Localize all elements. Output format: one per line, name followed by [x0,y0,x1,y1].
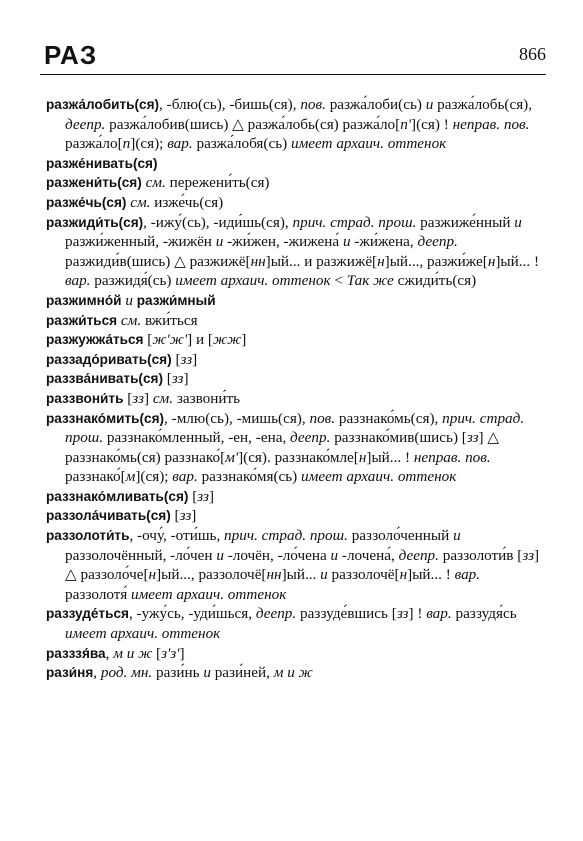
headword: раззва́нивать(ся) [46,371,163,387]
entry-text: разжиди́в(шись) △ разжижё[ [65,252,251,270]
entry-text: раззнако́мленный, -ен, -ена, [103,429,291,447]
italic-label: н [358,448,367,466]
italic-label: м' [225,448,239,466]
entry-text: зазвони́ть [173,389,241,407]
entry-text: ]ый... ! [407,566,455,584]
italic-label: зз [171,370,184,388]
italic-label: род. мн. [100,664,153,682]
entry-text: изже́чь(ся) [150,193,224,211]
running-head: РАЗ [44,40,98,70]
entry-text: [ [188,487,198,505]
italic-label: вар. [167,135,193,153]
headword: разже́чь(ся) [46,194,127,210]
entry-text: ]ый..., раззолочё[ [156,566,267,584]
italic-label: см. [152,389,174,407]
italic-label: деепр. [417,233,458,251]
entry-text: разжа́лоби(сь) [325,96,426,113]
italic-label: пов. [300,96,326,113]
italic-label: н [487,252,496,270]
entry-text: рази́ней, [210,664,274,682]
italic-label: м и ж [273,664,313,682]
page-number: 866 [519,44,546,64]
italic-label: Так же [346,272,394,290]
entry-text: раззнако́мя(сь) [197,468,302,486]
italic-label: деепр. [65,115,106,133]
italic-label: деепр. [290,429,331,447]
entry-text: раззнако́мь(ся), [335,409,443,427]
italic-label: зз [466,429,479,447]
entry-text: раззуде́вшись [ [296,605,397,623]
headword: разжужжа́ться [46,332,144,348]
entry-text: , -блю(сь), -бишь(ся), [159,96,301,113]
italic-label: з'з' [161,644,180,662]
italic-label: н [148,566,157,584]
dictionary-entry [46,409,546,487]
italic-label: зз [522,546,534,564]
italic-label: деепр. [255,605,297,623]
dictionary-entry [46,506,546,526]
dictionary-entry [46,663,546,683]
entry-text: раззолочённый, -ло́чен [65,546,217,564]
page-header [40,40,546,75]
entry-text: рази́нь [152,664,204,682]
headword: разжиди́ть(ся) [46,214,144,230]
entry-text: , [105,644,114,662]
entry-text: ]ый... ! [495,252,540,270]
italic-label: нн [266,566,282,584]
dictionary-entry [46,291,546,311]
dictionary-entry [46,213,546,291]
headword: разжи́ться [46,312,118,328]
italic-label: зз [179,507,192,525]
entry-text: разжа́лобь(ся), [433,96,533,113]
entry-text: ] △ раззнако́мь(ся) раззнако́[ [65,429,500,466]
entry-text: ] △ раззоло́че[ [65,546,540,584]
entry-text: -лочена́, [338,546,399,564]
italic-label: зз [197,487,209,505]
headword: раззадо́ривать(ся) [46,351,172,367]
dictionary-entry [46,526,546,604]
italic-label: вар. [65,272,91,290]
dictionary-entry [46,369,546,389]
italic-label: вар. [172,468,198,486]
dictionary-entry [46,193,546,213]
entry-text: [ [170,507,180,525]
entry-text: -жи́жен, -жижена́ [223,233,343,251]
italic-label: и [215,233,224,251]
italic-label: вар. [454,566,481,584]
entry-text: ] [143,389,153,407]
entry-text: ] [191,507,197,525]
entry-text: , -ужу́сь, -уди́шься, [128,605,256,623]
dictionary-entry [46,154,546,174]
entry-text: вжи́ться [141,311,198,329]
entry-text: -жи́жена, [350,233,418,251]
entry-text: ](ся); [135,468,173,486]
italic-label: и [342,233,351,251]
entry-text: пережени́ть(ся) [165,174,270,192]
italic-label: имеет архаич. оттенок [175,272,331,290]
entry-text: ] [179,644,185,662]
entry-text: ](ся). раззнако́мле[ [238,448,359,466]
headword: разжени́ть(ся) [46,175,142,191]
entry-text: [ [143,331,153,349]
headword: разжимно́й [46,292,122,308]
entry-text: ]ый... ! [366,448,414,466]
entry-text: раззолочё[ [327,566,400,584]
entry-text: ] [241,331,247,349]
dictionary-entries [46,95,546,683]
entry-text: ]ый..., разжи́же[ [384,252,488,270]
italic-label: см. [145,174,166,192]
italic-label: см. [120,311,142,329]
italic-label: вар. [426,605,452,623]
dictionary-entry [46,644,546,664]
entry-text: разжидя́(сь) [90,272,176,290]
italic-label: н [377,252,385,270]
headword: разззя́ва [46,645,106,661]
entry-text: раззолотя́ [65,585,132,603]
entry-text: , -очу́, -оти́шь, [129,527,225,545]
italic-label: п [122,135,131,153]
dictionary-entry [46,487,546,507]
entry-text: ]ый... и разжижё[ [265,252,378,270]
dictionary-entry [46,95,546,154]
italic-label: имеет архаич. оттенок [65,625,221,643]
italic-label: и [514,213,522,231]
italic-label: зз [180,350,193,368]
italic-label: имеет архаич. оттенок [290,135,447,153]
italic-label: и [425,96,434,113]
italic-label: м и ж [113,644,153,662]
entry-text: ] [183,370,189,388]
entry-text: разжа́ло[ [65,135,123,153]
entry-text: ](ся) ! [411,115,453,133]
entry-text: [ [123,389,133,407]
entry-text: , -ижу́(сь), -иди́шь(ся), [143,213,293,231]
dictionary-entry [46,389,546,409]
entry-text: ](ся); [130,135,168,153]
italic-label: зз [396,605,409,623]
italic-label: п' [400,115,412,133]
italic-label: прич. страд. прош. [224,527,348,545]
entry-text: ]ый... [281,566,321,584]
headword: разже́нивать(ся) [46,155,158,171]
headword: раззнако́мить(ся) [46,410,165,426]
italic-label: и [330,546,339,564]
entry-text: разжа́лобя(сь) [192,135,291,153]
entry-text: [ [171,350,181,368]
headword: рази́ня [46,665,94,681]
italic-label: и [320,566,328,584]
entry-text: раззнако́мив(шись) [ [330,429,467,447]
headword: раззола́чивать(ся) [46,508,171,524]
italic-label: зз [132,389,144,407]
dictionary-entry [46,173,546,193]
italic-label: и [125,291,133,309]
entry-text: раззолоти́в [ [438,546,523,564]
dictionary-entry [46,330,546,350]
headword: разжи́мный [136,292,216,308]
italic-label: прич. страд. прош. [292,213,417,231]
italic-label: нн [250,252,266,270]
entry-text: , -млю(сь), -мишь(ся), [164,409,310,427]
headword: раззолоти́ть [46,528,130,544]
entry-text: разжа́лобив(шись) △ разжа́лобь(ся) разжа́ло[ [105,115,401,133]
entry-text: раззудя́сь [451,605,517,623]
headword: раззвони́ть [46,390,124,406]
italic-label: и [453,527,461,545]
entry-text: ] [192,350,198,368]
italic-label: неправ. пов. [452,115,530,133]
entry-text: ] и [ [187,331,213,349]
italic-label: деепр. [398,546,439,564]
entry-text: раззнако́[ [65,468,126,486]
headword: раззнако́мливать(ся) [46,488,189,504]
entry-text: [ [152,644,162,662]
italic-label: имеет архаич. оттенок [131,585,287,603]
entry-text: [ [162,370,172,388]
entry-text: ] ! [408,605,427,623]
dictionary-entry [46,350,546,370]
headword: разжа́лобить(ся) [46,97,160,112]
entry-text: -лочён, -ло́чена [223,546,331,564]
italic-label: жж [212,331,242,349]
italic-label: имеет архаич. оттенок [301,468,457,486]
italic-label: н [399,566,408,584]
italic-label: прич. страд. прош. [65,409,525,447]
italic-label: ж'ж' [152,331,188,349]
entry-text: , [93,664,101,682]
dictionary-entry [46,604,546,643]
entry-text: раззоло́ченный [347,527,454,545]
entry-text: разжиже́нный [416,213,515,231]
italic-label: и [203,664,211,682]
italic-label: см. [130,193,151,211]
dictionary-entry [46,311,546,331]
italic-label: пов. [309,409,336,427]
entry-text: разжи́женный, -жижён [65,233,216,251]
entry-text: < [330,272,347,290]
italic-label: и [216,546,224,564]
headword: раззуде́ться [46,606,129,622]
italic-label: неправ. пов. [413,448,491,466]
entry-text: сжиди́ть(ся) [393,272,477,290]
italic-label: м [125,468,136,486]
entry-text: ] [208,487,214,505]
